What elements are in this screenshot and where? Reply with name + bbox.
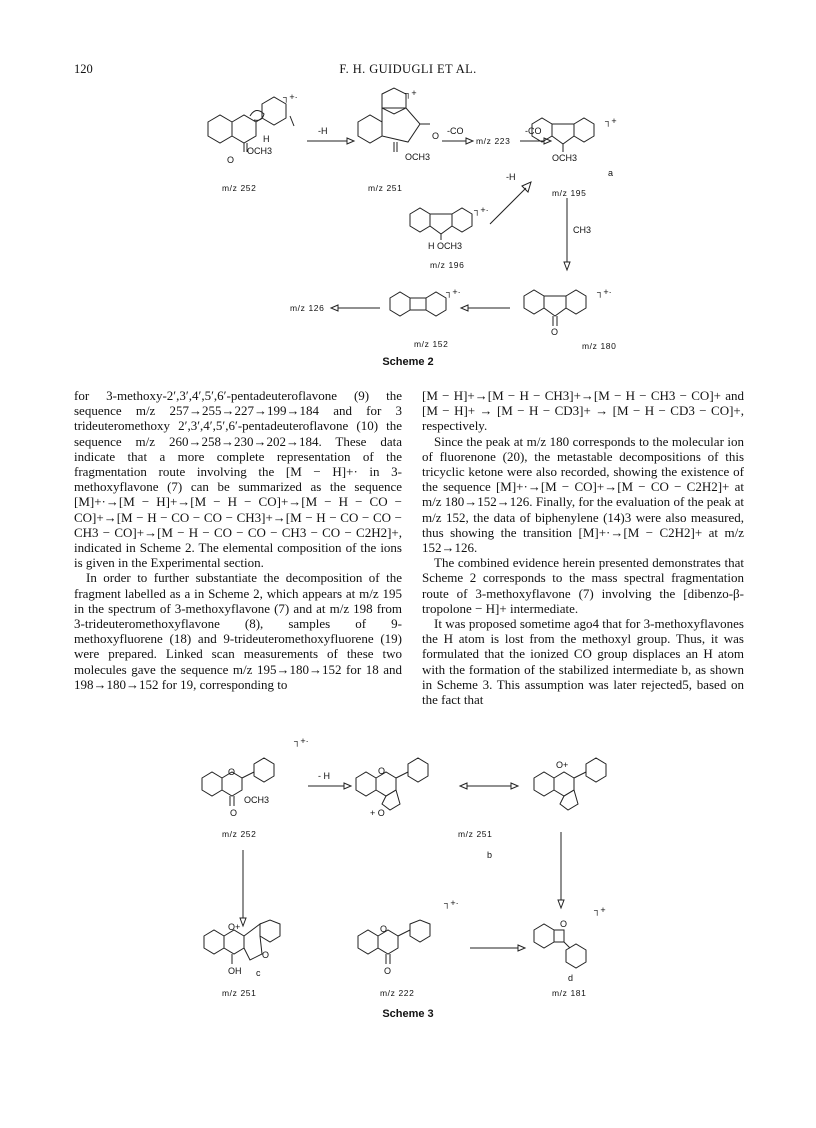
arrow-down-to-d — [556, 832, 566, 910]
left-paragraph-1: for 3-methoxy-2′,3′,4′,5′,6′-pentadeuteroflavone (9) the sequence m/z 257→255→227→199→184 and for 3 trideuteromethoxy 2′,3′,4′,5′,6′-pentadeuteroflavone (10) the sequence m/z 260→258→230→202→184. These data indicate that a more complete representation of the fragmentation route involving the [M − H]+· in 3-methoxyflavone (7) can be summarized as the sequence [M]+·→[M − H]+→[M − H − CO]+→[M − H − CO − CO]+→[M − H − CO − CO − CH3]+→[M − H − CO − CO − CH3 − CO]+→[M − H − CO − CO − CH3 − CO − C2H2]+, indicated in Scheme 2. The elemental composition of the ions is given in the Experimental section. — [74, 388, 402, 571]
intermediate-b-structure-2 — [530, 758, 630, 824]
left-paragraph-2: In order to further substantiate the decomposition of the fragment labelled as a in Scheme 2, which appears at m/z 195 in the spectrum of 3-methoxyflavone (7) and at m/z 198 from 3-trideuteromethoxyflavone (8), samples of 9-methoxyfluorene (18) and 9-trideuteromethoxyfluorene (19) were prepared. Linked scan measurements of these two molecules gave the sequence m/z 195→180→152 for 18 and 198→180→152 for 19, corresponding to — [74, 570, 402, 692]
radical-cation-bracket: ┐+· — [283, 92, 298, 102]
right-paragraph-3: The combined evidence herein presented demonstrates that Scheme 2 corresponds to the mass spectral fragmentation route of 3-methoxyflavone (7) involving the [dibenzo-β-tropolone − H]+ intermediate. — [422, 555, 744, 616]
intermediate-b-structure-1 — [352, 758, 452, 824]
right-paragraph-2: Since the peak at m/z 180 corresponds to the molecular ion of fluorenone (20), the metastable decompositions of this tricyclic ketone were also recorded, showing the existence of the sequence [M]+·→[M − CO]+→[M − CO − C2H2]+ at m/z 180→152→126. Finally, for the evaluation of the peak at m/z 152, the data of biphenylene (14)3 were also measured, thus showing the transition [M]+·→[M − C2H2]+ at m/z 152→126. — [422, 433, 744, 556]
och3-label-3: OCH3 — [552, 153, 578, 163]
cation-bracket-1: ┐+ — [405, 88, 417, 98]
label-c: c — [256, 968, 261, 978]
arrow-down-to-c — [238, 850, 248, 928]
flavone-structure — [354, 920, 454, 980]
b2-oplus-label: O+ — [556, 760, 569, 770]
flavone-ion-structure — [190, 92, 300, 172]
radical-cation-bracket-3: ┐+· — [597, 287, 612, 297]
step-minus-co-2: -CO — [525, 126, 542, 136]
oh-label: OH — [228, 966, 242, 976]
mz-181-label: m/z 181 — [552, 988, 587, 998]
mz-223-label: m/z 223 — [476, 136, 511, 146]
arrow-minus-h-diagonal — [486, 178, 536, 228]
scheme-3-title: Scheme 3 — [382, 1008, 434, 1020]
step-minus-h-s3: - H — [318, 771, 330, 781]
running-head: F. H. GUIDUGLI ET AL. — [339, 62, 477, 76]
och3-label-s3: OCH3 — [244, 795, 270, 805]
tropolone-ion-structure — [354, 86, 444, 171]
step-minus-h-2: -H — [506, 172, 516, 182]
structure-c — [200, 920, 300, 980]
label-d: d — [568, 973, 574, 983]
radical-cation-bracket-4: ┐+· — [446, 287, 461, 297]
radical-cation-bracket-s3: ┐+· — [294, 736, 309, 746]
h-label: H — [263, 134, 270, 144]
label-b: b — [487, 850, 493, 860]
arrow-minus-h — [305, 136, 355, 146]
radical-cation-bracket-2: ┐+· — [474, 205, 489, 215]
h-och3-label: H OCH3 — [428, 241, 463, 251]
o-label-2: O — [432, 131, 440, 141]
o-label-fluorenone: O — [551, 327, 559, 337]
mz-252-label-s3: m/z 252 — [222, 829, 257, 839]
structure-d — [530, 920, 610, 980]
right-paragraph-4: It was proposed sometime ago4 that for 3-methoxyflavones the H atom is lost from the methoxyl group. Thus, it was formulated that the ionized CO group displaces an H atom with the formation of the stabilized intermediate b, as shown in Scheme 3. This assumption was later rejected5, based on the fact that — [422, 616, 744, 708]
step-minus-co-1: -CO — [447, 126, 464, 136]
left-text-column — [74, 388, 402, 692]
c-oplus-label: O+ — [228, 922, 241, 932]
mz-252-label: m/z 252 — [222, 183, 257, 193]
flavone-carbonyl-o: O — [384, 966, 392, 976]
mz-196-label: m/z 196 — [430, 260, 465, 270]
label-a: a — [608, 168, 614, 178]
arrow-to-126 — [330, 303, 382, 313]
arrow-minus-ch3 — [562, 198, 572, 272]
methoxyflavone-structure — [198, 758, 298, 822]
mz-126-label: m/z 126 — [290, 303, 325, 313]
radical-cation-bracket-s3-2: ┐+· — [444, 898, 459, 908]
och3-label-1: OCH3 — [247, 146, 273, 156]
carbonyl-o-label: O — [230, 808, 238, 818]
mz-251-label-b: m/z 251 — [458, 829, 493, 839]
mz-222-label: m/z 222 — [380, 988, 415, 998]
arrow-to-biphenylene — [460, 303, 512, 313]
arrow-minus-co-1 — [442, 136, 474, 146]
ring-o-label: O — [228, 767, 236, 777]
cation-bracket-2: ┐+ — [605, 116, 617, 126]
c-o-label: O — [262, 950, 270, 960]
page-number: 120 — [74, 62, 93, 76]
right-paragraph-1: [M − H]+→[M − H − CH3]+→[M − H − CH3 − CO]+ and [M − H]+ → [M − H − CD3]+ → [M − H − CD3 − CO]+, respectively. — [422, 388, 744, 434]
right-text-column — [422, 388, 744, 707]
mz-251-label: m/z 251 — [368, 183, 403, 193]
mz-251-label-c: m/z 251 — [222, 988, 257, 998]
mz-152-label: m/z 152 — [414, 339, 449, 349]
flavone-o-label: O — [380, 924, 388, 934]
step-minus-h: -H — [318, 126, 328, 136]
b1-o-label: O — [378, 766, 386, 776]
och3-label-2: OCH3 — [405, 152, 431, 162]
arrow-to-d — [470, 943, 526, 953]
mz-195-label: m/z 195 — [552, 188, 587, 198]
o-label-1: O — [227, 155, 235, 165]
arrow-minus-h-s3 — [308, 781, 352, 791]
fluorenone-structure — [520, 286, 600, 336]
resonance-arrow — [460, 781, 518, 791]
scheme-2-title: Scheme 2 — [382, 356, 434, 368]
cation-bracket-d: ┐+ — [594, 905, 606, 915]
b1-plus-o-label: + O — [370, 808, 385, 818]
mz-180-label: m/z 180 — [582, 341, 617, 351]
step-minus-ch3: CH3 — [573, 225, 592, 235]
d-o-label: O — [560, 919, 568, 929]
